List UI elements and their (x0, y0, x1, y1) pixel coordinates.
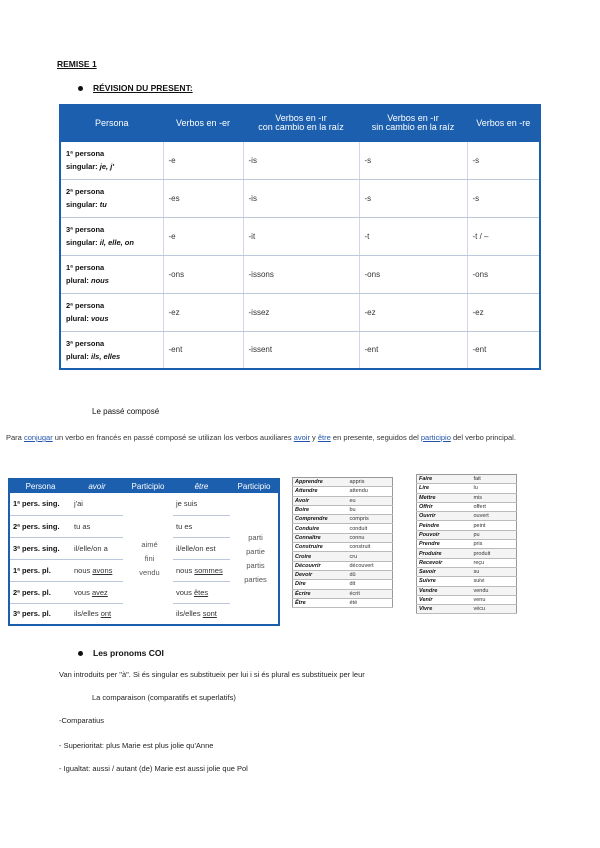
table-row (60, 179, 540, 217)
persona-num: 2ª persona (66, 301, 105, 310)
ending-cell: -ons (163, 255, 243, 293)
pc-persona: 1ª pers. pl. (9, 559, 71, 581)
participio-avoir (123, 493, 173, 625)
verb-participle: mis (472, 493, 517, 502)
verb-participle: peint (472, 521, 517, 530)
bullet-revision (78, 83, 193, 93)
present-header-4: Verbos en -re (467, 105, 540, 141)
pc-header-1: avoir (71, 479, 123, 493)
persona-num: 1ª persona (66, 149, 105, 158)
persona-cell (60, 331, 163, 369)
passe-compose-paragraph (6, 432, 596, 443)
bullet-revision-text: RÉVISION DU PRESENT: (93, 83, 193, 93)
ending-cell: -is (243, 179, 359, 217)
ending-cell: -ent (467, 331, 540, 369)
ending-cell: -ons (467, 255, 540, 293)
list-item (293, 570, 393, 579)
pc-persona: 2ª pers. sing. (9, 515, 71, 537)
persona-cell (60, 255, 163, 293)
list-item (417, 521, 517, 530)
table-row (60, 293, 540, 331)
persona-pronoun: vous (91, 314, 109, 323)
passe-compose-title: Le passé composé (92, 407, 160, 416)
para-text-1: Para (6, 433, 24, 442)
bullet-coi-text: Les pronoms COI (93, 648, 164, 658)
present-header-0: Persona (60, 105, 163, 141)
verb-participle: appris (348, 478, 393, 487)
irregular-verbs-list-2 (416, 474, 517, 614)
participle: fini (144, 553, 155, 563)
verb-infinitive: Vivre (417, 605, 472, 614)
table-row (60, 141, 540, 179)
participle: vendu (139, 567, 160, 577)
avoir-form: avons (92, 565, 113, 575)
pc-avoir (71, 493, 123, 515)
ending-cell: -ez (467, 293, 540, 331)
etre-pron: nous (176, 565, 195, 575)
verb-infinitive: Connaître (293, 533, 348, 542)
verb-participle: attendu (348, 487, 393, 496)
verb-infinitive: Attendre (293, 487, 348, 496)
etre-pron: tu es (176, 521, 193, 531)
pc-persona: 3ª pers. pl. (9, 603, 71, 625)
list-item (417, 595, 517, 604)
list-item (417, 540, 517, 549)
list-item (293, 487, 393, 496)
verb-participle: lu (472, 484, 517, 493)
list-item (417, 577, 517, 586)
persona-num: 1ª persona (66, 263, 105, 272)
table-row (60, 217, 540, 255)
verb-participle: été (348, 598, 393, 607)
verb-participle: compris (348, 515, 393, 524)
ending-cell: -e (163, 217, 243, 255)
avoir-pron: tu as (74, 521, 91, 531)
ending-cell: -s (467, 141, 540, 179)
ending-cell: -s (359, 179, 467, 217)
avoir-pron: j'ai (74, 499, 83, 509)
ending-cell: -ent (163, 331, 243, 369)
ending-cell: -it (243, 217, 359, 255)
list-item (417, 475, 517, 484)
persona-pronoun: tu (99, 200, 107, 209)
ending-cell: -issent (243, 331, 359, 369)
verb-infinitive: Apprendre (293, 478, 348, 487)
verb-infinitive: Conduire (293, 524, 348, 533)
list-item (293, 598, 393, 607)
participle: aimé (141, 539, 158, 549)
persona-cell (60, 217, 163, 255)
ending-cell: -ez (163, 293, 243, 331)
pc-etre (173, 493, 230, 515)
table-row (9, 493, 279, 515)
pc-etre (173, 537, 230, 559)
bullet-dot-icon (78, 651, 83, 656)
avoir-pron: il/elle/on a (74, 543, 108, 553)
link-etre[interactable]: être (317, 433, 331, 442)
ending-cell: -ez (359, 293, 467, 331)
persona-cell (60, 141, 163, 179)
verb-participle: produit (472, 549, 517, 558)
verb-infinitive: Dire (293, 580, 348, 589)
persona-kind: singular: (66, 200, 100, 209)
verb-participle: dû (348, 570, 393, 579)
verb-participle: connu (348, 533, 393, 542)
verb-participle: vendu (472, 586, 517, 595)
pc-etre (173, 603, 230, 625)
pc-etre (173, 559, 230, 581)
verb-participle: eu (348, 496, 393, 505)
persona-kind: plural: (66, 314, 92, 323)
list-item (293, 552, 393, 561)
verb-participle: découvert (348, 561, 393, 570)
list-item (417, 512, 517, 521)
participio-etre (230, 493, 279, 625)
pc-header-2: Participio (123, 479, 173, 493)
link-conjugar[interactable]: conjugar (23, 433, 53, 442)
persona-kind: singular: (66, 162, 100, 171)
participle: parties (244, 574, 267, 584)
participle: parti (248, 532, 263, 542)
verb-infinitive: Découvrir (293, 561, 348, 570)
verb-infinitive: Produire (417, 549, 472, 558)
page-heading: REMISE 1 (57, 59, 97, 69)
verb-infinitive: Savoir (417, 567, 472, 576)
link-participio[interactable]: participio (420, 433, 451, 442)
pc-avoir (71, 581, 123, 603)
present-header-3: Verbos en -ır sin cambio en la raíz (359, 105, 467, 141)
list-item (417, 502, 517, 511)
ending-cell: -t / – (467, 217, 540, 255)
ending-cell: -ent (359, 331, 467, 369)
etre-form: sont (202, 609, 217, 619)
verb-infinitive: Pouvoir (417, 530, 472, 539)
list-item (293, 533, 393, 542)
list-item (293, 580, 393, 589)
present-header-2: Verbos en -ır con cambio en la raíz (243, 105, 359, 141)
persona-pronoun: il, elle, on (99, 238, 134, 247)
ending-cell: -es (163, 179, 243, 217)
passe-compose-table (8, 478, 280, 626)
verb-participle: dit (348, 580, 393, 589)
verb-infinitive: Comprendre (293, 515, 348, 524)
verb-infinitive: Prendre (417, 540, 472, 549)
superioritat-text: - Superioritat: plus Marie est plus jolie qu'Anne (59, 741, 214, 750)
para-text-2: un verbo en francés en passé composé se utilizan los verbos auxiliares (52, 433, 294, 442)
persona-cell (60, 179, 163, 217)
pc-header-4: Participio (230, 479, 279, 493)
pc-etre (173, 515, 230, 537)
para-text-5: del verbo principal. (450, 433, 516, 442)
verb-infinitive: Lire (417, 484, 472, 493)
verb-participle: ouvert (472, 512, 517, 521)
verb-infinitive: Construire (293, 543, 348, 552)
etre-pron: vous (176, 587, 194, 597)
list-item (417, 530, 517, 539)
list-item (417, 493, 517, 502)
participle: partie (246, 546, 265, 556)
pc-avoir (71, 603, 123, 625)
etre-pron: je suis (176, 499, 198, 509)
present-header-1: Verbos en -er (163, 105, 243, 141)
pc-persona: 3ª pers. sing. (9, 537, 71, 559)
list-item (293, 515, 393, 524)
verb-infinitive: Croire (293, 552, 348, 561)
persona-num: 2ª persona (66, 187, 105, 196)
verb-participle: fait (472, 475, 517, 484)
verb-participle: pris (472, 540, 517, 549)
igualtat-text: - Igualtat: aussi / autant (de) Marie est aussi jolie que Pol (59, 764, 248, 773)
etre-pron: ils/elles (176, 609, 203, 619)
verb-participle: écrit (348, 589, 393, 598)
verb-infinitive: Offrir (417, 502, 472, 511)
pc-etre (173, 581, 230, 603)
persona-kind: singular: (66, 238, 100, 247)
verb-participle: suivi (472, 577, 517, 586)
pc-persona: 1ª pers. sing. (9, 493, 71, 515)
ending-cell: -s (359, 141, 467, 179)
bullet-dot-icon (78, 86, 83, 91)
verb-participle: venu (472, 595, 517, 604)
avoir-form: ont (100, 609, 112, 619)
list-item (417, 586, 517, 595)
verb-participle: bu (348, 505, 393, 514)
avoir-form: avez (91, 587, 108, 597)
avoir-pron: nous (74, 565, 93, 575)
list-item (293, 505, 393, 514)
persona-num: 3ª persona (66, 338, 105, 348)
comparaison-title: La comparaison (comparatifs et superlatifs) (92, 693, 236, 702)
verb-infinitive: Suivre (417, 577, 472, 586)
persona-pronoun: nous (91, 276, 109, 285)
list-item (417, 558, 517, 567)
persona-cell (60, 293, 163, 331)
persona-num: 3ª persona (66, 225, 105, 234)
verb-infinitive: Recevoir (417, 558, 472, 567)
verb-participle: reçu (472, 558, 517, 567)
verb-infinitive: Devoir (293, 570, 348, 579)
list-item (293, 478, 393, 487)
irregular-verbs-list-1 (292, 477, 393, 608)
verb-participle: conduit (348, 524, 393, 533)
verb-infinitive: Ouvrir (417, 512, 472, 521)
list-item (417, 605, 517, 614)
bullet-coi (78, 648, 164, 658)
verb-infinitive: Être (293, 598, 348, 607)
persona-pronoun: ils, elles (91, 351, 121, 361)
pc-avoir (71, 515, 123, 537)
list-item (293, 524, 393, 533)
verb-participle: pu (472, 530, 517, 539)
verb-participle: construit (348, 543, 393, 552)
verb-infinitive: Vendre (417, 586, 472, 595)
link-avoir[interactable]: avoir (293, 433, 310, 442)
verb-infinitive: Écrire (293, 589, 348, 598)
verb-participle: cru (348, 552, 393, 561)
verb-participle: vécu (472, 605, 517, 614)
ending-cell: -is (243, 141, 359, 179)
persona-kind: plural: (66, 351, 92, 361)
verb-infinitive: Mettre (417, 493, 472, 502)
list-item (417, 484, 517, 493)
pc-header-3: être (173, 479, 230, 493)
table-row (60, 331, 540, 369)
pc-avoir (71, 537, 123, 559)
table-row (60, 255, 540, 293)
para-text-4: en presente, seguidos del (330, 433, 421, 442)
verb-infinitive: Peindre (417, 521, 472, 530)
verb-participle: su (472, 567, 517, 576)
ending-cell: -t (359, 217, 467, 255)
list-item (293, 543, 393, 552)
ending-cell: -e (163, 141, 243, 179)
list-item (293, 496, 393, 505)
ending-cell: -issez (243, 293, 359, 331)
verb-infinitive: Avoir (293, 496, 348, 505)
ending-cell: -ons (359, 255, 467, 293)
ending-cell: -issons (243, 255, 359, 293)
persona-pronoun: je, j' (99, 162, 115, 171)
coi-text: Van introduits per "à". Si és singular es substitueix per lui i si és plural es substitueix per leur (59, 670, 365, 679)
list-item (417, 567, 517, 576)
comparatius-label: -Comparatius (59, 716, 105, 725)
participle: partis (246, 560, 265, 570)
pc-header-0: Persona (9, 479, 71, 493)
etre-form: êtes (193, 587, 209, 597)
list-item (293, 561, 393, 570)
list-item (293, 589, 393, 598)
avoir-pron: ils/elles (74, 609, 101, 619)
verb-participle: offert (472, 502, 517, 511)
pc-persona: 2ª pers. pl. (9, 581, 71, 603)
present-table (59, 104, 541, 370)
etre-pron: il/elle/on est (176, 543, 216, 553)
ending-cell: -s (467, 179, 540, 217)
pc-avoir (71, 559, 123, 581)
verb-infinitive: Venir (417, 595, 472, 604)
avoir-pron: vous (74, 587, 92, 597)
etre-form: sommes (194, 565, 223, 575)
para-text-3: y (309, 433, 318, 442)
verb-infinitive: Boire (293, 505, 348, 514)
persona-kind: plural: (66, 276, 92, 285)
list-item (417, 549, 517, 558)
verb-infinitive: Faire (417, 475, 472, 484)
